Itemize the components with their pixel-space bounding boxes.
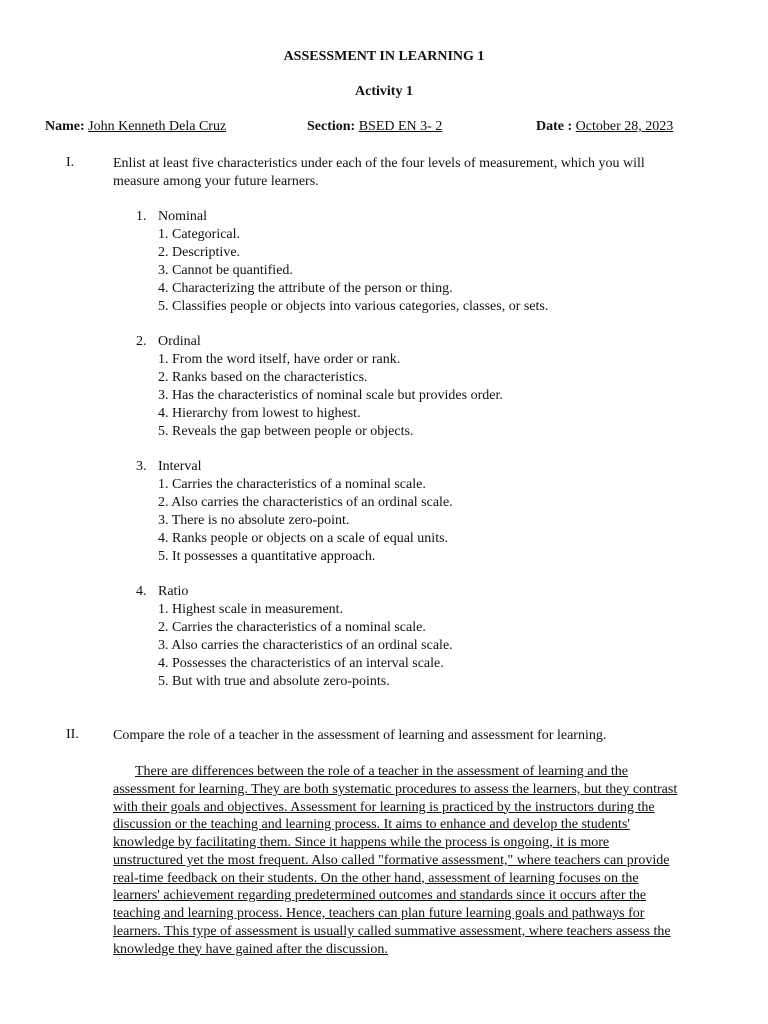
- list-item: 2. Ranks based on the characteristics.: [158, 370, 368, 385]
- section-value: BSED EN 3- 2: [358, 119, 443, 134]
- list-item: 4. Characterizing the attribute of the person or thing.: [158, 281, 453, 296]
- list-item: 4. Ranks people or objects on a scale of equal units.: [158, 531, 449, 546]
- answer-line: There are differences between the role of a teacher in the assessment of learning and the: [135, 764, 629, 779]
- list-item: 1. From the word itself, have order or rank.: [158, 352, 401, 367]
- list-item: 1. Highest scale in measurement.: [158, 602, 344, 617]
- list-item: 1. Categorical.: [158, 227, 241, 242]
- list-item: 2. Also carries the characteristics of an ordinal scale.: [158, 495, 453, 510]
- answer-line: with their goals and objectives. Assessment for learning is practiced by the instructors during the: [113, 799, 655, 815]
- answer-line: learners' achievement regarding predetermined outcomes and standards since it occurs after the: [113, 888, 647, 904]
- level-number: 1.: [136, 209, 147, 224]
- answer-line: assessment for learning. They are both systematic procedures to assess the learners, but they contrast: [113, 781, 678, 797]
- activity-title: Activity 1: [355, 84, 413, 99]
- answer-line: knowledge they have gained after the discussion.: [113, 941, 388, 957]
- level-number: 4.: [136, 584, 147, 599]
- part2-numeral: II.: [66, 727, 79, 742]
- answer-line: knowledge by facilitating them. Since it happens while the process is ongoing, it is more: [113, 835, 610, 850]
- answer-line: real-time feedback on their students. On the other hand, assessment of learning focuses on the: [113, 870, 639, 886]
- date-field: [536, 119, 673, 135]
- list-item: 4. Possesses the characteristics of an interval scale.: [158, 656, 444, 671]
- list-item: 3. There is no absolute zero-point.: [158, 513, 350, 528]
- level-name-nominal: Nominal: [158, 209, 207, 224]
- answer-line: discussion or the teaching and learning process. It aims to enhance and develop the students': [113, 817, 630, 833]
- section-field: [307, 119, 442, 135]
- level-number: 2.: [136, 334, 147, 349]
- part1-question-line: Enlist at least five characteristics under each of the four levels of measurement, which you will: [113, 156, 645, 171]
- list-item: 1. Carries the characteristics of a nominal scale.: [158, 477, 426, 492]
- date-value: October 28, 2023: [575, 119, 674, 134]
- list-item: 2. Descriptive.: [158, 245, 241, 260]
- list-item: 5. Classifies people or objects into various categories, classes, or sets.: [158, 299, 549, 314]
- part2-answer-paragraph: [113, 763, 728, 958]
- part2-question: Compare the role of a teacher in the assessment of learning and assessment for learning.: [113, 728, 607, 743]
- answer-line: unstructured yet the most frequent. Also called "formative assessment," where teachers can provide: [113, 852, 670, 868]
- level-name-interval: Interval: [158, 459, 202, 474]
- answer-line: teaching and learning process. Hence, teachers can plan future learning goals and pathways for: [113, 906, 645, 921]
- name-field: [45, 119, 226, 135]
- list-item: 5. Reveals the gap between people or objects.: [158, 424, 414, 439]
- section-label: Section:: [307, 119, 356, 134]
- date-label: Date :: [536, 119, 573, 134]
- level-number: 3.: [136, 459, 147, 474]
- list-item: 3. Cannot be quantified.: [158, 263, 293, 278]
- document-title: ASSESSMENT IN LEARNING 1: [283, 49, 485, 64]
- level-name-ordinal: Ordinal: [158, 334, 201, 349]
- part1-numeral: I.: [66, 155, 75, 170]
- name-value: John Kenneth Dela Cruz: [88, 119, 227, 134]
- list-item: 3. Has the characteristics of nominal scale but provides order.: [158, 388, 503, 403]
- list-item: 2. Carries the characteristics of a nominal scale.: [158, 620, 426, 635]
- list-item: 3. Also carries the characteristics of an ordinal scale.: [158, 638, 453, 653]
- name-label: Name:: [45, 119, 85, 134]
- list-item: 4. Hierarchy from lowest to highest.: [158, 406, 361, 421]
- level-name-ratio: Ratio: [158, 584, 189, 599]
- answer-line: learners. This type of assessment is usually called summative assessment, where teachers assess the: [113, 923, 671, 939]
- list-item: 5. But with true and absolute zero-points.: [158, 674, 390, 689]
- part1-question-line: measure among your future learners.: [113, 174, 319, 189]
- list-item: 5. It possesses a quantitative approach.: [158, 549, 376, 564]
